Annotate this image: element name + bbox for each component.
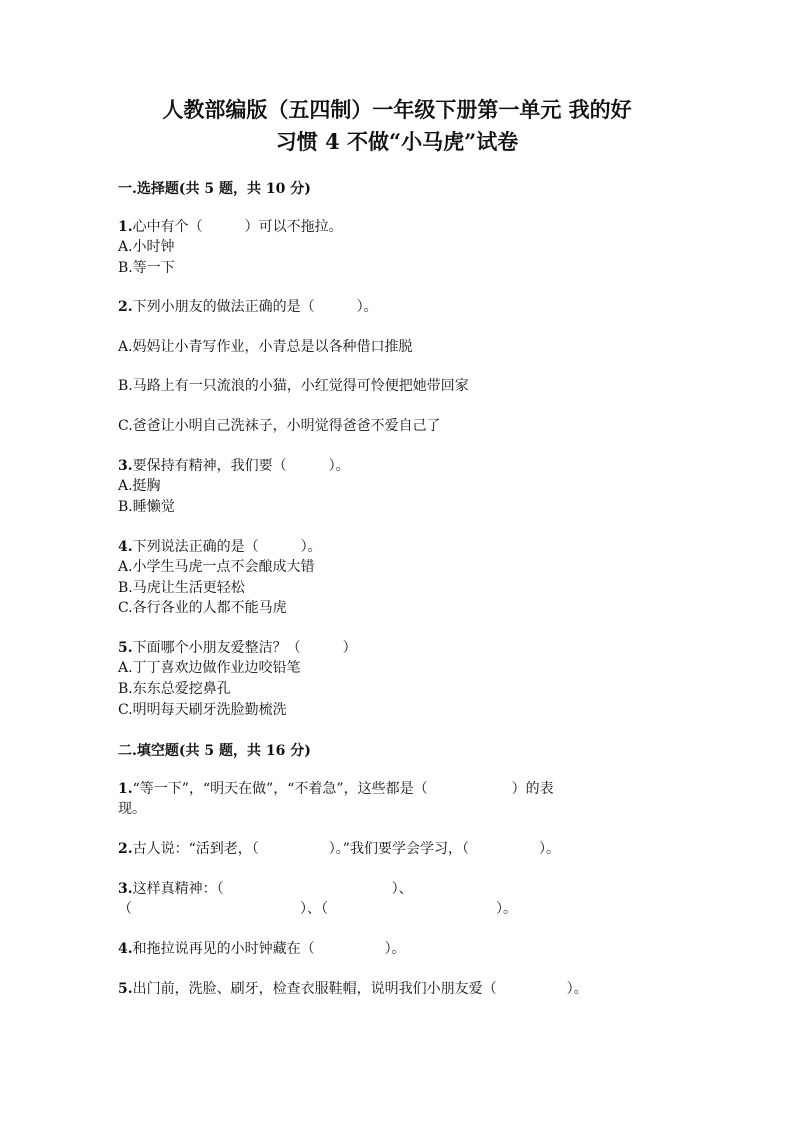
fill-question-3 (118, 879, 413, 899)
document-title (100, 94, 694, 158)
question-number: 5. (118, 981, 133, 997)
option-a: A.小时钟 (118, 239, 175, 255)
fill-question-2 (118, 839, 560, 859)
option-b: B.马虎让生活更轻松 (118, 580, 245, 596)
option-a: A.妈妈让小青写作业，小青总是以各种借口推脱 (118, 339, 413, 355)
question-2-stem (118, 297, 378, 317)
question-number: 5. (118, 640, 133, 656)
question-number: 2. (118, 841, 133, 857)
fill-question-1 (118, 779, 554, 799)
title-line-1: 人教部编版（五四制）一年级下册第一单元 我的好 (162, 97, 632, 122)
question-text: “等一下”，“明天在做”，“不着急”，这些都是（ ）的表 (132, 781, 554, 797)
section-heading-fill: 二.填空题(共 5 题，共 16 分) (118, 743, 311, 759)
question-text: 古人说：“活到老，（ ）。”我们要学会学习，（ ）。 (132, 841, 560, 857)
option-b: B.马路上有一只流浪的小猫，小红觉得可怜便把她带回家 (118, 378, 469, 394)
question-number: 4. (118, 941, 133, 957)
option-c: C.爸爸让小明自己洗袜子，小明觉得爸爸不爱自己了 (118, 418, 441, 434)
question-number: 1. (118, 781, 133, 797)
option-c: C.各行各业的人都不能马虎 (118, 600, 287, 616)
question-1-stem (118, 217, 343, 237)
fill-question-5 (118, 979, 588, 999)
title-line-2: 习惯 4 不做“小马虎”试卷 (275, 129, 519, 154)
question-number: 3. (118, 458, 133, 474)
question-text: 这样真精神：（ ）、 (132, 881, 413, 897)
option-b: B.东东总爱挖鼻孔 (118, 681, 231, 697)
option-a: A.挺胸 (118, 478, 161, 494)
question-text: 出门前，洗脸、刷牙，检查衣服鞋帽，说明我们小朋友爱（ ）。 (132, 981, 588, 997)
question-number: 3. (118, 881, 133, 897)
question-number: 1. (118, 219, 133, 235)
option-a: A.丁丁喜欢边做作业边咬铅笔 (118, 660, 301, 676)
fill-question-4 (118, 939, 406, 959)
question-number: 4. (118, 539, 133, 555)
question-text: 心中有个（ ）可以不拖拉。 (132, 219, 343, 235)
option-b: B.睡懒觉 (118, 499, 175, 515)
question-text: 下面哪个小朋友爱整洁？（ ） (132, 640, 357, 656)
option-b: B.等一下 (118, 260, 175, 276)
fill-question-1-continued: 现。 (118, 801, 146, 817)
question-5-stem (118, 638, 357, 658)
question-text: 下列小朋友的做法正确的是（ ）。 (132, 299, 378, 315)
question-text: 要保持有精神，我们要（ ）。 (132, 458, 350, 474)
question-4-stem (118, 537, 322, 557)
option-a: A.小学生马虎一点不会酿成大错 (118, 559, 315, 575)
question-text: 和拖拉说再见的小时钟藏在（ ）。 (132, 941, 406, 957)
section-heading-choice: 一.选择题(共 5 题，共 10 分) (118, 181, 311, 197)
option-c: C.明明每天刷牙洗脸勤梳洗 (118, 702, 287, 718)
question-3-stem (118, 456, 350, 476)
fill-question-3-continued: （ ）、（ ）。 (118, 901, 517, 917)
question-number: 2. (118, 299, 133, 315)
question-text: 下列说法正确的是（ ）。 (132, 539, 322, 555)
